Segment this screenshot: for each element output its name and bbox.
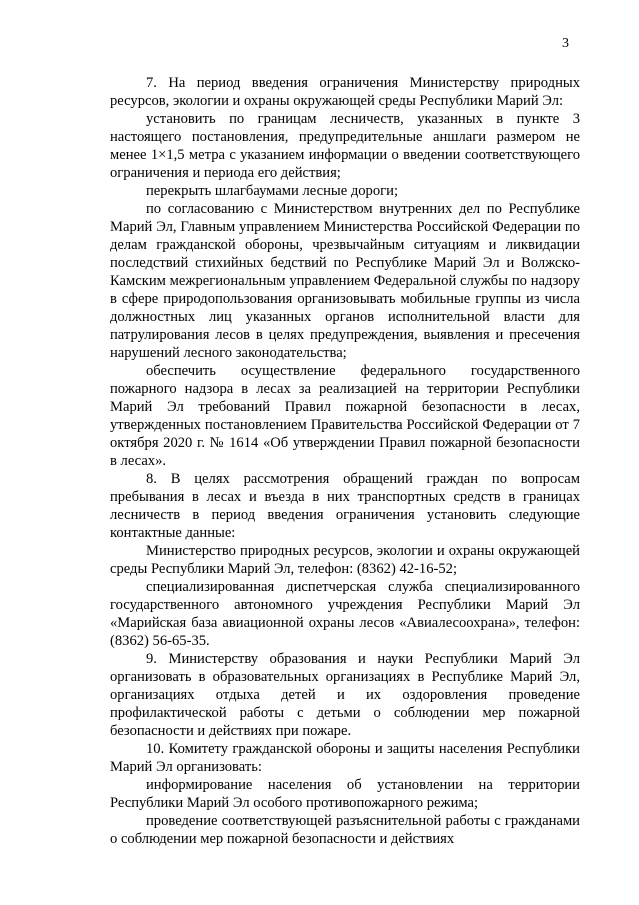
paragraph-8-ministry-contact: Министерство природных ресурсов, экологии и охраны окружающей среды Республики Марий Эл, телефон: (8362) 42-16-52; <box>110 543 580 577</box>
paragraph-7-signs: установить по границам лесничеств, указанных в пункте 3 настоящего постановления, предупредительные аншлаги размером не менее 1×1,5 метра с указанием информации о введении соответствующего ограничения и периода его действия; <box>110 111 580 181</box>
paragraph-8-intro: 8. В целях рассмотрения обращений граждан по вопросам пребывания в лесах и въезда в них транспортных средств в границах лесничеств в период введения ограничения установить следующие контактные данные: <box>110 471 580 541</box>
paragraph-10-explanatory-work: проведение соответствующей разъяснительной работы с гражданами о соблюдении мер пожарной безопасности и действиях <box>110 813 580 847</box>
paragraph-10-informing: информирование населения об установлении на территории Республики Марий Эл особого противопожарного режима; <box>110 777 580 811</box>
paragraph-7-supervision: обеспечить осуществление федерального государственного пожарного надзора в лесах за реализацией на территории Республики Марий Эл требований Правил пожарной безопасности в лесах, утвержденных постановлением Правительства Российской Федерации от 7 октября 2020 г. № 1614 «Об утверждении Правил пожарной безопасности в лесах». <box>110 363 580 469</box>
paragraph-8-dispatch-contact: специализированная диспетчерская служба специализированного государственного автономного учреждения Республики Марий Эл «Марийская база авиационной охраны лесов «Авиалесоохрана», телефон: (8362) 56-65-35. <box>110 579 580 649</box>
paragraph-7-intro: 7. На период введения ограничения Министерству природных ресурсов, экологии и охраны окружающей среды Республики Марий Эл: <box>110 75 580 109</box>
paragraph-10-intro: 10. Комитету гражданской обороны и защиты населения Республики Марий Эл организовать: <box>110 741 580 775</box>
page-number: 3 <box>562 36 569 51</box>
paragraph-9: 9. Министерству образования и науки Республики Марий Эл организовать в образовательных организациях в Республике Марий Эл, организациях отдыха детей и их оздоровления проведение профилактической работы с детьми о соблюдении мер пожарной безопасности и действиях при пожаре. <box>110 651 580 739</box>
paragraph-7-patrols: по согласованию с Министерством внутренних дел по Республике Марий Эл, Главным управлением Министерства Российской Федерации по делам гражданской обороны, чрезвычайным ситуациям и ликвидации последствий стихийных бедствий по Республике Марий Эл и Волжско-Камским межрегиональным управлением Федеральной службы по надзору в сфере природопользования организовывать мобильные группы из числа должностных лиц указанных органов исполнительной власти для патрулирования лесов в целях предупреждения, выявления и пресечения нарушений лесного законодательства; <box>110 201 580 361</box>
paragraph-7-barriers: перекрыть шлагбаумами лесные дороги; <box>146 183 398 199</box>
document-body <box>110 74 580 848</box>
